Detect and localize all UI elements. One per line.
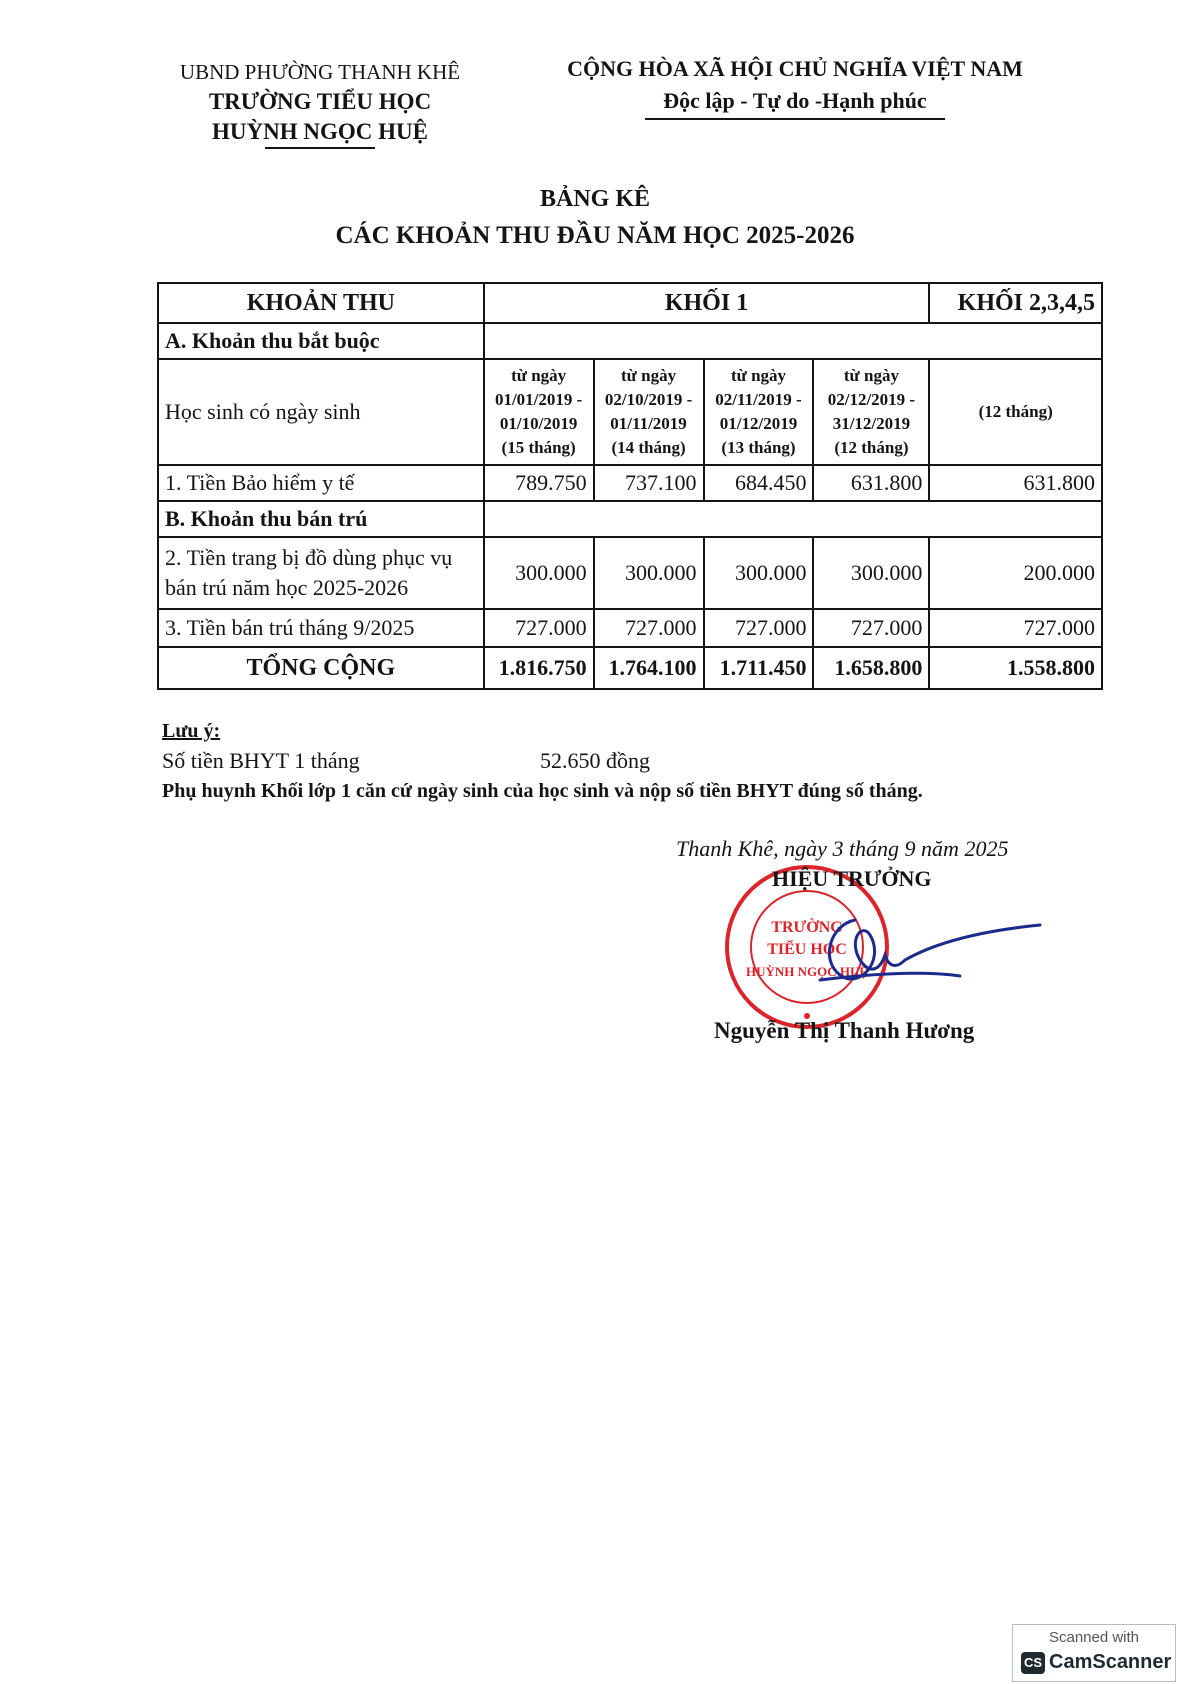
birth-range-label: Học sinh có ngày sinh: [158, 359, 484, 465]
insurance-row: [158, 465, 1102, 501]
total-value: 1.558.800: [929, 647, 1102, 689]
range-start: 02/12/2019 -: [827, 390, 916, 409]
birth-range-cell: [704, 359, 814, 465]
issuer-block: [150, 60, 490, 149]
section-a-label: A. Khoản thu bắt buộc: [158, 323, 484, 359]
range-months: (14 tháng): [611, 438, 686, 457]
header-grade-2-5: KHỐI 2,3,4,5: [929, 283, 1102, 323]
insurance-value: 684.450: [704, 465, 814, 501]
range-end: 01/12/2019: [719, 414, 798, 433]
issuer-school-type: TRƯỜNG TIỂU HỌC: [208, 89, 432, 114]
range-from-label: từ ngày: [621, 366, 677, 385]
header-item: KHOẢN THU: [158, 283, 484, 323]
range-from-label: từ ngày: [730, 366, 787, 385]
birth-range-cell: [594, 359, 704, 465]
total-value: 1.816.750: [484, 647, 594, 689]
national-name: CỘNG HÒA XÃ HỘI CHỦ NGHĨA VIỆT NAM: [567, 56, 1023, 81]
total-row: [158, 647, 1102, 689]
range-months: (13 tháng): [721, 438, 796, 457]
birth-range-cell: [813, 359, 929, 465]
range-end: 01/10/2019: [499, 414, 578, 433]
insurance-value: 631.800: [929, 465, 1102, 501]
equipment-label: [158, 537, 484, 609]
section-a-row: [158, 323, 1102, 359]
document-title: BẢNG KÊ: [539, 186, 650, 212]
note-heading: Lưu ý:: [162, 720, 221, 742]
document-subtitle: CÁC KHOẢN THU ĐẦU NĂM HỌC 2025-2026: [335, 222, 855, 249]
svg-text:HUỲNH NGỌC HUỆ: HUỲNH NGỌC HUỆ: [745, 964, 869, 979]
equipment-label-line: 2. Tiền trang bị đồ dùng phục vụ: [165, 545, 453, 570]
watermark-brand: CamScanner: [1049, 1651, 1172, 1673]
total-value: 1.658.800: [813, 647, 929, 689]
range-start: 02/10/2019 -: [604, 390, 693, 409]
range-months: (15 tháng): [501, 438, 576, 457]
grade-2-5-months: (12 tháng): [929, 359, 1102, 465]
handwritten-signature: [800, 900, 1050, 1010]
total-value: 1.711.450: [704, 647, 814, 689]
equipment-value: 300.000: [484, 537, 594, 609]
issuer-district: UBND PHƯỜNG THANH KHÊ: [179, 60, 461, 84]
insurance-value: 789.750: [484, 465, 594, 501]
national-motto-block: [560, 56, 1030, 120]
boarding-value: 727.000: [813, 609, 929, 647]
insurance-label: 1. Tiền Bảo hiểm y tế: [158, 465, 484, 501]
range-start: 02/11/2019 -: [715, 390, 802, 409]
issuer-school-name: HUỲNH NGỌC HUỆ: [212, 119, 428, 144]
boarding-value: 727.000: [594, 609, 704, 647]
equipment-value: 300.000: [704, 537, 814, 609]
national-motto: Độc lập - Tự do -Hạnh phúc: [663, 88, 927, 113]
range-end: 31/12/2019: [832, 414, 911, 433]
note-insurance-value: 52.650 đồng: [540, 748, 650, 773]
fee-table: [157, 282, 1103, 690]
equipment-value: 200.000: [929, 537, 1102, 609]
range-months: (12 tháng): [834, 438, 909, 457]
camscanner-logo-icon: CS: [1021, 1652, 1045, 1674]
boarding-value: 727.000: [484, 609, 594, 647]
camscanner-watermark: [1012, 1624, 1176, 1682]
header-grade-1: KHỐI 1: [484, 283, 930, 323]
boarding-label: 3. Tiền bán trú tháng 9/2025: [158, 609, 484, 647]
boarding-row: [158, 609, 1102, 647]
section-b-row: [158, 501, 1102, 537]
signer-name: Nguyễn Thị Thanh Hương: [714, 1018, 975, 1043]
note-instruction: Phụ huynh Khối lớp 1 căn cứ ngày sinh của học sinh và nộp số tiền BHYT đúng số tháng.: [162, 780, 923, 802]
range-start: 01/01/2019 -: [494, 390, 583, 409]
section-b-spacer: [484, 501, 1102, 537]
svg-text:TRƯỜNG: TRƯỜNG: [771, 919, 843, 936]
note-insurance-label: Số tiền BHYT 1 tháng: [162, 748, 360, 773]
watermark-caption: Scanned with: [1048, 1629, 1140, 1646]
motto-divider: [645, 118, 945, 120]
total-value: 1.764.100: [594, 647, 704, 689]
section-b-label: B. Khoản thu bán trú: [158, 501, 484, 537]
place-date: Thanh Khê, ngày 3 tháng 9 năm 2025: [676, 836, 1009, 861]
range-from-label: từ ngày: [843, 366, 899, 385]
birth-range-cell: [484, 359, 594, 465]
birth-range-row: [158, 359, 1102, 465]
boarding-value: 727.000: [704, 609, 814, 647]
svg-text:TIỂU HỌC: TIỂU HỌC: [767, 941, 847, 958]
equipment-value: 300.000: [594, 537, 704, 609]
table-header-row: [158, 283, 1102, 323]
insurance-value: 631.800: [813, 465, 929, 501]
total-label: TỔNG CỘNG: [158, 647, 484, 689]
boarding-value: 727.000: [929, 609, 1102, 647]
equipment-value: 300.000: [813, 537, 929, 609]
equipment-row: [158, 537, 1102, 609]
section-a-spacer: [484, 323, 1102, 359]
insurance-value: 737.100: [594, 465, 704, 501]
range-end: 01/11/2019: [610, 414, 687, 433]
range-from-label: từ ngày: [511, 366, 567, 385]
issuer-divider: [265, 147, 375, 149]
equipment-label-line: bán trú năm học 2025-2026: [165, 575, 409, 600]
signer-title: HIỆU TRƯỞNG: [772, 866, 932, 891]
